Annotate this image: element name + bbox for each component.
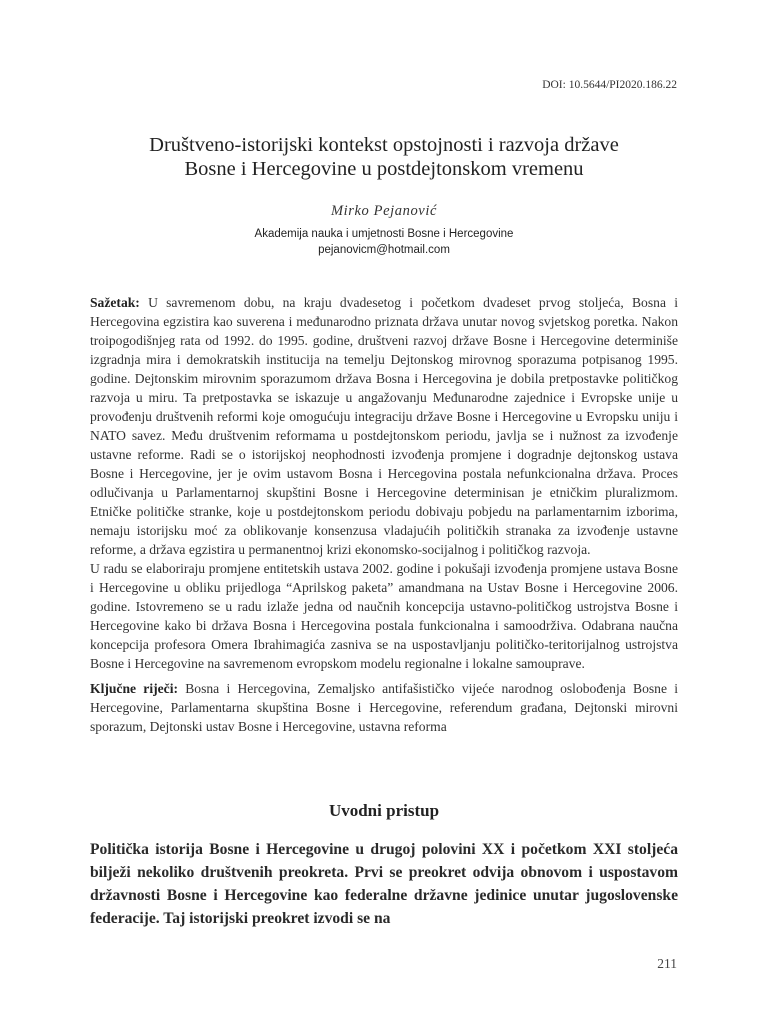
keywords-paragraph — [90, 679, 678, 736]
author-email: pejanovicm@hotmail.com — [318, 243, 450, 256]
section-body-text: Politička istorija Bosne i Hercegovine u drugoj polovini XX i početkom XXI stoljeća bilježi nekoliko društvenih preokreta. Prvi se preokret odvija obnovom i uspostavom državnosti Bosne i Hercegovine kao federalne državne jedinice unutar jugoslovenske federacije. Taj istorijski preokret izvodi se na — [90, 841, 678, 927]
abstract-text-1: U savremenom dobu, na kraju dvadesetog i početkom dvadeset prvog stoljeća, Bosna i Hercegovina egzistira kao suverena i međunarodno priznata država unutar novog svjetskog poretka. Nakon troipogodišnjeg rata od 1992. do 1995. godine, društveni razvoj države Bosne i Hercegovine determiniše izgradnja mira i demokratskih institucija na temelju Dejtonskog mirovnog sporazuma potpisanog 1995. godine. Dejtonskim mirovnim sporazumom država Bosna i Hercegovina je dobila pretpostavke političkog razvoja u miru. Ta pretpostavka se iskazuje u angažovanju Međunarodne zajednice i Evropske unije u provođenju društvenih reformi koje omogućuju integraciju države Bosne i Hercegovine u Evropsku uniju i NATO savez. Među društvenim reformama u postdejtonskom periodu, javlja se i nužnost za izvođenje ustavne reforme. Radi se o istorijskoj neophodnosti izvođenja promjene i dogradnje dejtonskog ustava Bosne i Hercegovine, jer je ovim ustavom Bosna i Hercegovina postala nefunkcionalna država. Proces odlučivanja u Parlamentarnoj skupštini Bosne i Hercegovine determinisan je etničkim pluralizmom. Etničke političke stranke, koje u postdejtonskom periodu dobivaju pobjedu na parlamentarnim izborima, nemaju istorijsku moć za oblikovanje konsenzusa vladajućih političkih stranaka za izvođenje ustavne reforme, a država egzistira u permanentnoj krizi ekonomsko-socijalnog i političkog razvoja. — [90, 295, 678, 557]
author-affiliation-block — [90, 227, 678, 258]
article-title-line-1: Društveno-istorijski kontekst opstojnosti i razvoja države — [149, 134, 619, 156]
page-number: 211 — [657, 956, 677, 971]
abstract-block — [90, 293, 678, 736]
article-title-line-2: Bosne i Hercegovine u postdejtonskom vremenu — [184, 158, 584, 180]
author-name: Mirko Pejanović — [330, 203, 438, 219]
keywords-text: Bosna i Hercegovina, Zemaljsko antifašističko vijeće narodnog oslobođenja Bosne i Hercegovine, Parlamentarna skupština Bosne i Hercegovine, referendum građana, Dejtonski mirovni sporazum, Dejtonski ustav Bosne i Hercegovine, ustavna reforma — [90, 681, 678, 734]
section-heading: Uvodni pristup — [328, 801, 440, 820]
article-title — [90, 133, 678, 181]
abstract-label: Sažetak: — [90, 295, 140, 310]
doi-line: DOI: 10.5644/PI2020.186.22 — [542, 79, 677, 91]
abstract-paragraph-2: U radu se elaboriraju promjene entitetskih ustava 2002. godine i pokušaji izvođenja promjene ustava Bosne i Hercegovine u obliku prijedloga “Aprilskog paketa” amandmana na Ustav Bosne i Hercegovine 2006. godine. Istovremeno se u radu izlaže jedna od naučnih koncepcija ustavno-političkog ustrojstva Bosne i Hercegovine kako bi država Bosna i Hercegovina postala funkcionalna i samoodrživa. Odabrana naučna koncepcija profesora Omera Ibrahimagića zasniva se na uspostavljanju političko-teritorijalnog ustrojstva Bosne i Hercegovine na savremenom evropskom modelu regionalne i lokalne samouprave. — [90, 561, 678, 671]
abstract-paragraph-1 — [90, 293, 678, 559]
keywords-label: Ključne riječi: — [90, 681, 178, 696]
affiliation: Akademija nauka i umjetnosti Bosne i Hercegovine — [254, 228, 514, 240]
